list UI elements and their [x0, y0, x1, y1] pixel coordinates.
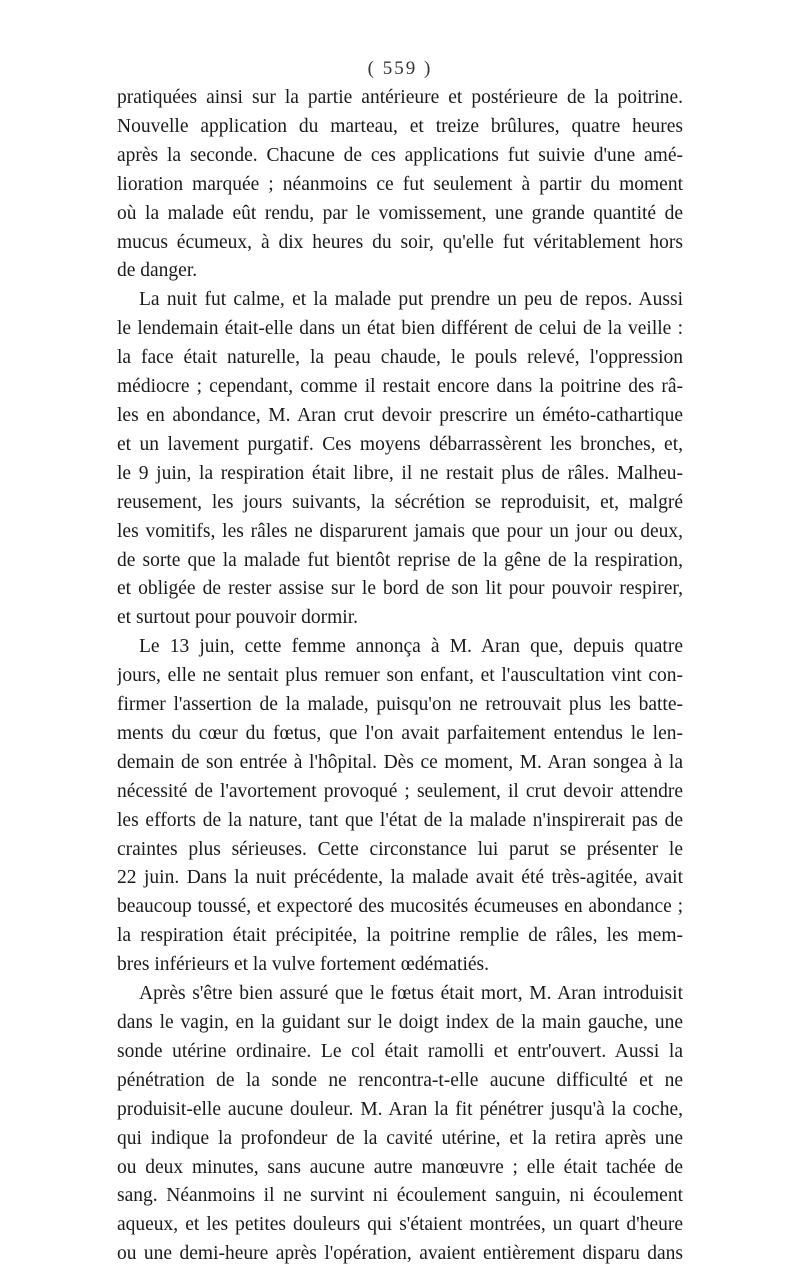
text-line: les vomitifs, les râles ne disparurent jamais que pour un jour ou deux, — [117, 520, 683, 542]
text-line: les en abondance, M. Aran crut devoir prescrire un éméto-cathartique — [117, 404, 683, 426]
body-text — [117, 84, 683, 1269]
text-line: pénétration de la sonde ne rencontra-t-elle aucune difficulté et ne — [117, 1069, 683, 1091]
text-line: de sorte que la malade fut bientôt reprise de la gêne de la respiration, — [117, 549, 683, 571]
text-line: bres inférieurs et la vulve fortement œdématiés. — [117, 954, 489, 976]
text-line: Le 13 juin, cette femme annonça à M. Aran que, depuis quatre — [139, 636, 683, 658]
text-line: La nuit fut calme, et la malade put prendre un peu de repos. Aussi — [139, 289, 683, 311]
text-line: de danger. — [117, 260, 198, 282]
text-line: ments du cœur du fœtus, que l'on avait parfaitement entendus le len- — [117, 722, 683, 744]
text-line: où la malade eût rendu, par le vomissement, une grande quantité de — [117, 202, 683, 224]
text-line: firmer l'assertion de la malade, puisqu'on ne retrouvait plus les batte- — [117, 694, 683, 716]
text-line: les efforts de la nature, tant que l'état de la malade n'inspirerait pas de — [117, 809, 683, 831]
text-line: beaucoup toussé, et expectoré des mucosités écumeuses en abondance ; — [117, 896, 683, 918]
text-line: reusement, les jours suivants, la sécrétion se reproduisit, et, malgré — [117, 491, 683, 513]
text-line: dans le vagin, en la guidant sur le doigt index de la main gauche, une — [117, 1012, 683, 1033]
text-line: pratiquées ainsi sur la partie antérieure et postérieure de la poitrine. — [117, 87, 683, 108]
text-line: jours, elle ne sentait plus remuer son enfant, et l'auscultation vint con- — [117, 665, 683, 687]
text-line: 22 juin. Dans la nuit précédente, la malade avait été très-agitée, avait — [117, 867, 683, 889]
text-line: après la seconde. Chacune de ces applications fut suivie d'une amé- — [117, 144, 683, 166]
text-line: produisit-elle aucune douleur. M. Aran la fit pénétrer jusqu'à la coche, — [117, 1098, 683, 1120]
text-line: médiocre ; cependant, comme il restait encore dans la poitrine des râ- — [117, 376, 683, 398]
text-line: et surtout pour pouvoir dormir. — [117, 607, 359, 629]
text-line: la respiration était précipitée, la poitrine remplie de râles, les mem- — [117, 925, 683, 947]
text-line: Nouvelle application du marteau, et treize brûlures, quatre heures — [117, 115, 683, 137]
text-line: nécessité de l'avortement provoqué ; seulement, il crut devoir attendre — [117, 780, 683, 802]
text-line: aqueux, et les petites douleurs qui s'étaient montrées, un quart d'heure — [117, 1214, 683, 1236]
text-line: mucus écumeux, à dix heures du soir, qu'elle fut véritablement hors — [117, 231, 683, 253]
text-line: le lendemain était-elle dans un état bien différent de celui de la veille : — [117, 318, 683, 340]
text-line: la face était naturelle, la peau chaude, le pouls relevé, l'oppression — [117, 347, 683, 369]
text-line: ou une demi-heure après l'opération, avaient entièrement disparu dans — [117, 1243, 683, 1265]
text-line: craintes plus sérieuses. Cette circonstance lui parut se présenter le — [117, 838, 683, 860]
text-line: et un lavement purgatif. Ces moyens débarrassèrent les bronches, et, — [117, 433, 683, 455]
text-line: et obligée de rester assise sur le bord de son lit pour pouvoir respirer, — [117, 578, 683, 600]
text-line: sang. Néanmoins il ne survint ni écoulement sanguin, ni écoulement — [117, 1185, 683, 1207]
page-number: ( 559 ) — [367, 58, 433, 79]
text-line: demain de son entrée à l'hôpital. Dès ce moment, M. Aran songea à la — [117, 751, 683, 773]
text-line: le 9 juin, la respiration était libre, il ne restait plus de râles. Malheu- — [117, 462, 683, 484]
text-line: qui indique la profondeur de la cavité utérine, et la retira après une — [117, 1127, 683, 1149]
text-line: lioration marquée ; néanmoins ce fut seulement à partir du moment — [117, 173, 683, 195]
text-line: Après s'être bien assuré que le fœtus était mort, M. Aran introduisit — [139, 983, 683, 1005]
text-line: sonde utérine ordinaire. Le col était ramolli et entr'ouvert. Aussi la — [117, 1040, 683, 1062]
text-line: ou deux minutes, sans aucune autre manœuvre ; elle était tachée de — [117, 1156, 683, 1178]
